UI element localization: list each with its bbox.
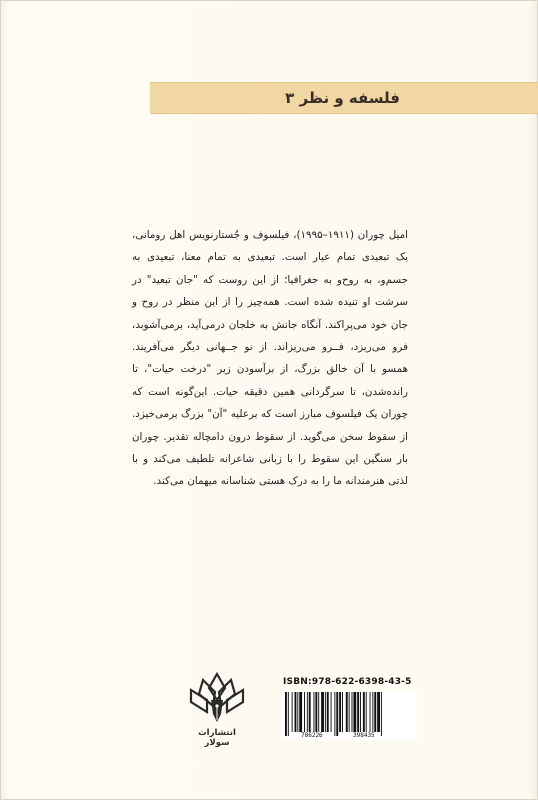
barcode-bar: [285, 692, 287, 736]
barcode-bar: [334, 692, 335, 736]
barcode-bar: [370, 692, 371, 732]
barcode-bar: [331, 692, 332, 732]
barcode-bar: [297, 692, 298, 732]
barcode-bar: [318, 692, 319, 732]
barcode-bar: [288, 692, 289, 736]
barcode-bar: [342, 692, 343, 732]
barcode-bar: [372, 692, 373, 732]
barcode-bar: [304, 692, 305, 732]
barcode-left-digits: 786226: [301, 732, 323, 739]
barcode-bar: [299, 692, 302, 732]
barcode-bar: [360, 692, 361, 732]
barcode-bar: [352, 692, 353, 732]
publisher-logo: [185, 670, 249, 748]
barcode-bar: [374, 692, 376, 732]
lotus-pen-nib-icon: [185, 670, 249, 724]
barcode-bar: [327, 692, 329, 732]
barcode-bar: [336, 692, 338, 736]
barcode-bar: [381, 692, 382, 736]
barcode-bar: [295, 692, 297, 732]
blurb-text: امیل چوران (۱۹۱۱–۱۹۹۵)، فیلسوف و جُستارنویس اهل رومانی، یک تبعیدی تمام عیار است. تبعیدی به تمام معنا، تبعیدی به جسم‌و، به روح‌و به جغرافیا؛ از این روست که "جان تبعید" در سرشت او تنیده شده است. همه‌چیز را از این منظر در روح و جان خود می‌پراکند. آنگاه جانش به خلجان درمی‌آید، برمی‌آشوبد، فرو می‌ریزد، فــرو می‌ریزاند. از نو جــهانی دیگر می‌آفریند. همسو با آن خالق بزرگ، از برآسودن زیر "درخت حیات"، تا راندەشدن، تا سرگردانی همین دقیقه حیات. این‌گونه است که چوران یک فیلسوف مبارز است که برعلیه "آن" بزرگ برمی‌خیزد. از سقوط سخن می‌گوید. از سقوط درون دامچاله تقدیر. چوران بار سنگین این سقوط را با زبانی شاعرانه تلطیف می‌کند و با لذتی هنرمندانه ما را به درک هستی شناسانه میهمان می‌کند.: [132, 229, 408, 488]
barcode-right-digits: 398435: [353, 732, 375, 739]
barcode-bar: [346, 692, 348, 732]
barcode-bar: [315, 692, 317, 732]
barcode-bar: [321, 692, 324, 732]
barcode-bar: [307, 692, 308, 732]
barcode-bar: [309, 692, 311, 732]
isbn-label: ISBN:978-622-6398-43-5: [283, 677, 412, 687]
barcode-bar: [314, 692, 315, 732]
series-band: [150, 82, 538, 114]
barcode-bar: [357, 692, 359, 732]
barcode-bar: [366, 692, 367, 732]
barcode-bar: [292, 692, 293, 732]
barcode-bar: [377, 692, 380, 732]
series-title: فلسفه و نظر ۳: [285, 89, 400, 107]
barcode-bar: [325, 692, 326, 732]
barcode-bar: [339, 692, 341, 732]
publisher-name: انتشارات سولار: [198, 728, 236, 748]
barcode-bar: [353, 692, 356, 732]
barcode-bar: [349, 692, 350, 732]
barcode-bar: [363, 692, 365, 732]
